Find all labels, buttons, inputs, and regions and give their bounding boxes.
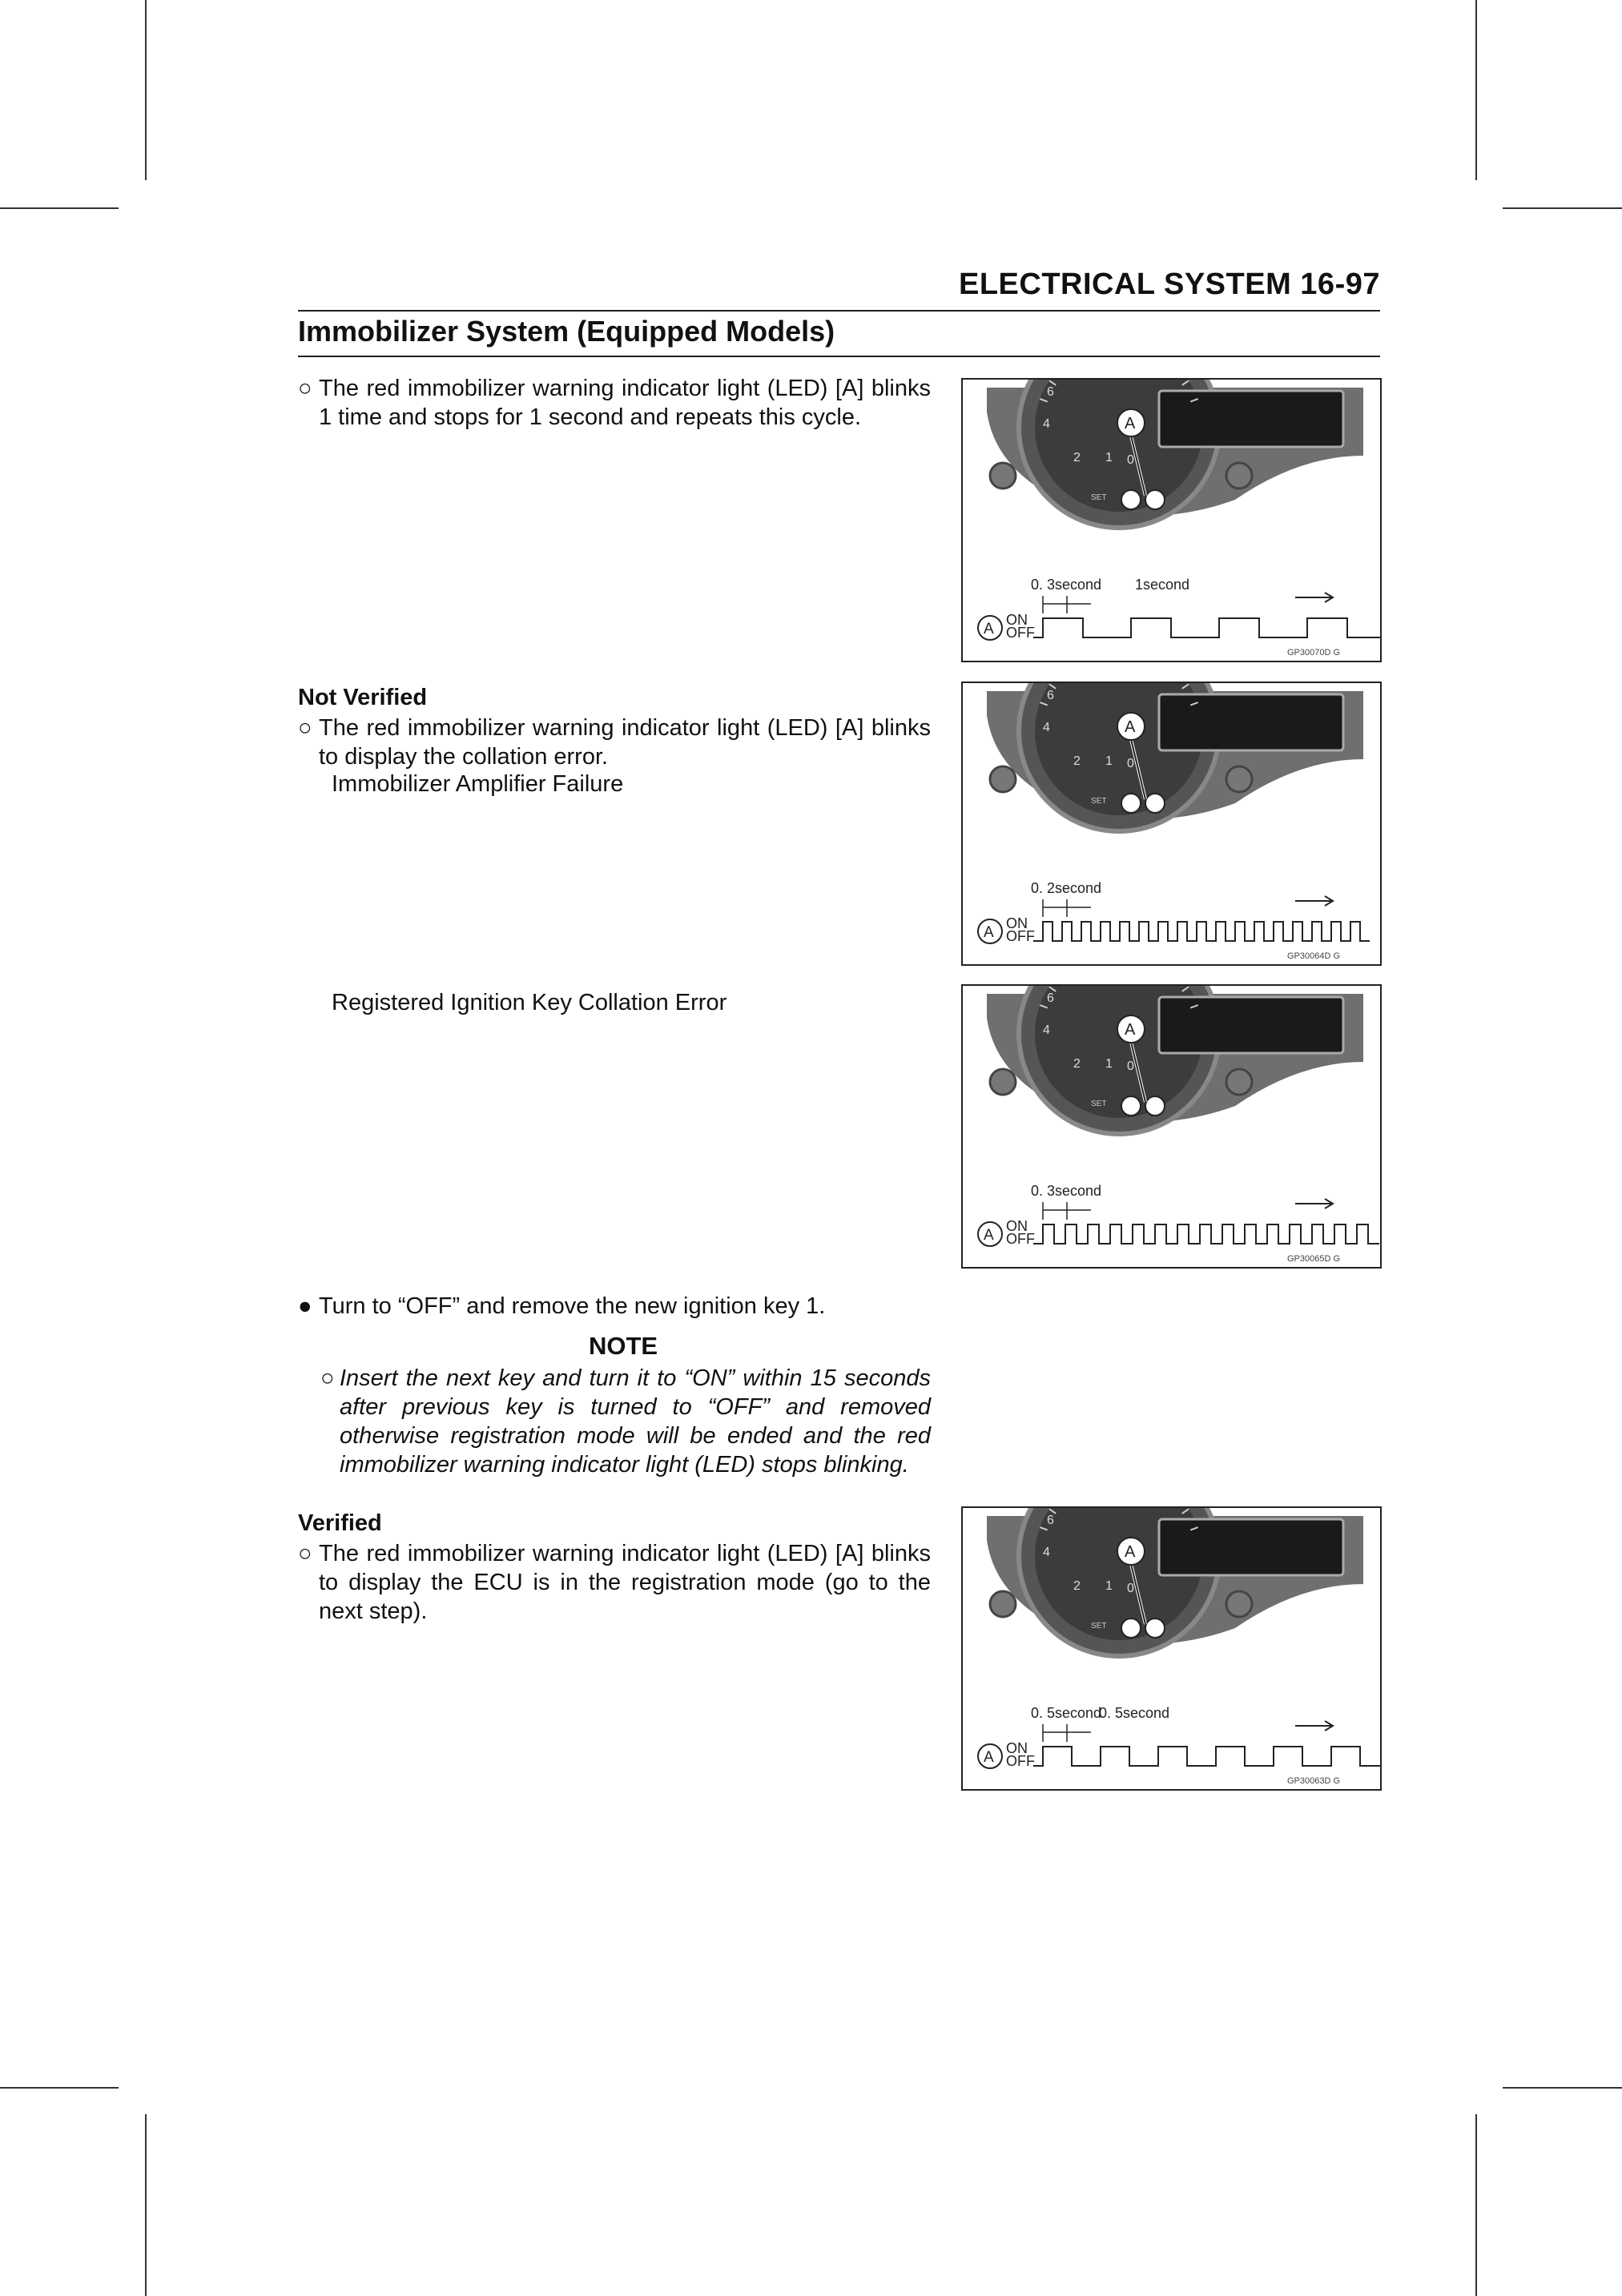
dial-digit: 6 (1047, 385, 1054, 399)
mount-lug (990, 766, 1016, 792)
on-label: ON (1006, 1218, 1028, 1234)
timing-label: 1second (1135, 577, 1190, 593)
paragraph-registration-mode (298, 1539, 931, 1626)
off-label: OFF (1006, 1753, 1035, 1769)
page-header: ELECTRICAL SYSTEM 16-97 (958, 267, 1380, 301)
crop-mark (1503, 207, 1622, 209)
set-label: SET (1091, 1100, 1107, 1108)
bullet-circle: ○ (320, 1365, 335, 1391)
immobilizer-led-icon (1121, 1096, 1141, 1116)
mount-lug (990, 1591, 1016, 1617)
dial-digit: 1 (1105, 1057, 1113, 1071)
figure-drawing (963, 380, 1380, 661)
mount-lug (1226, 1069, 1252, 1095)
verified-heading: Verified (298, 1510, 382, 1536)
figure-drawing (963, 986, 1380, 1267)
on-label: ON (1006, 612, 1028, 628)
immobilizer-led-icon (1145, 794, 1165, 813)
figure-blink-1s (961, 378, 1382, 662)
timing-label: 0. 5second (1099, 1705, 1170, 1721)
crop-mark (1503, 2087, 1622, 2089)
figure-code: GP30065D G (1287, 1254, 1341, 1264)
timing-label: 0. 2second (1031, 880, 1102, 896)
crop-mark (1475, 2114, 1477, 2296)
off-label: OFF (1006, 1231, 1035, 1247)
figure-code: GP30064D G (1287, 951, 1341, 961)
crop-mark (145, 0, 147, 180)
step-text: Turn to “OFF” and remove the new ignition key 1. (319, 1293, 826, 1319)
set-label: SET (1091, 1622, 1107, 1631)
bullet-circle: ○ (298, 1541, 312, 1566)
timing-label: 0. 3second (1031, 577, 1102, 593)
header-rule (298, 310, 1380, 312)
mount-lug (1226, 463, 1252, 489)
crop-mark (0, 2087, 119, 2089)
bullet-circle: ○ (298, 715, 312, 741)
dial-digit: 4 (1043, 1023, 1050, 1037)
mount-lug (1226, 1591, 1252, 1617)
figure-drawing (963, 683, 1380, 964)
dial-digit: 6 (1047, 1514, 1054, 1527)
off-label: OFF (1006, 625, 1035, 641)
not-verified-heading: Not Verified (298, 685, 428, 710)
immobilizer-led-icon (1121, 794, 1141, 813)
figure-drawing (963, 1508, 1380, 1789)
dial-digit: 0 (1127, 1582, 1134, 1595)
dial-digit: 1 (1105, 451, 1113, 464)
on-label: ON (1006, 1740, 1028, 1756)
paragraph-blink-cycle (298, 374, 931, 432)
lcd-display (1159, 694, 1343, 750)
paragraph-collation-error (298, 714, 931, 771)
immobilizer-led-icon (1121, 1618, 1141, 1638)
immobilizer-led-icon (1145, 490, 1165, 509)
on-label: ON (1006, 915, 1028, 931)
callout-a-label: A (1125, 1021, 1136, 1039)
callout-a-label: A (1125, 718, 1136, 736)
bullet-dot: ● (298, 1293, 312, 1319)
crop-mark (0, 207, 119, 209)
timing-label: 0. 5second (1031, 1705, 1102, 1721)
mount-lug (990, 1069, 1016, 1095)
dial-digit: 2 (1073, 1579, 1081, 1593)
immobilizer-led-icon (1145, 1096, 1165, 1116)
dial-digit: 1 (1105, 754, 1113, 768)
bullet-circle: ○ (298, 376, 312, 401)
blink-waveform (1033, 618, 1380, 637)
lcd-display (1159, 997, 1343, 1053)
figure-code: GP30070D G (1287, 648, 1341, 657)
note-title: NOTE (589, 1332, 658, 1360)
note-text: Insert the next key and turn it to “ON” within 15 seconds after previous key is turned to “OFF” and removed otherwise registration mode will be ended and the red immobilizer warning indicator light (LED) stops blinking. (340, 1365, 931, 1478)
immobilizer-led-icon (1145, 1618, 1165, 1638)
dial-digit: 2 (1073, 451, 1081, 464)
blink-waveform (1033, 922, 1370, 941)
legend-a-label: A (984, 924, 994, 941)
dial-digit: 4 (1043, 417, 1050, 431)
section-title: Immobilizer System (Equipped Models) (298, 315, 835, 348)
figure-key-collation-error (961, 984, 1382, 1269)
dial-digit: 6 (1047, 689, 1054, 702)
callout-a-label: A (1125, 1543, 1136, 1561)
timing-label: 0. 3second (1031, 1183, 1102, 1199)
dial-digit: 0 (1127, 1060, 1134, 1073)
callout-a-label: A (1125, 415, 1136, 432)
mount-lug (990, 463, 1016, 489)
figure-amplifier-failure (961, 682, 1382, 966)
paragraph-text: The red immobilizer warning indicator light (LED) [A] blinks 1 time and stops for 1 second and repeats this cycle. (319, 376, 931, 430)
dial-digit: 6 (1047, 991, 1054, 1005)
step-turn-off (298, 1292, 931, 1321)
paragraph-text: The red immobilizer warning indicator light (LED) [A] blinks to display the collation error. (319, 715, 931, 770)
section-rule (298, 356, 1380, 357)
lcd-display (1159, 1519, 1343, 1575)
legend-a-label: A (984, 1227, 994, 1244)
subheading-amplifier-failure: Immobilizer Amplifier Failure (332, 771, 624, 797)
crop-mark (1475, 0, 1477, 180)
dial-digit: 4 (1043, 1546, 1050, 1559)
immobilizer-led-icon (1121, 490, 1141, 509)
blink-waveform (1033, 1747, 1380, 1766)
dial-digit: 1 (1105, 1579, 1113, 1593)
dial-digit: 0 (1127, 453, 1134, 467)
dial-digit: 2 (1073, 1057, 1081, 1071)
dial-digit: 4 (1043, 721, 1050, 734)
subheading-key-collation-error: Registered Ignition Key Collation Error (332, 990, 727, 1015)
note-paragraph (320, 1364, 931, 1479)
set-label: SET (1091, 797, 1107, 806)
off-label: OFF (1006, 928, 1035, 944)
mount-lug (1226, 766, 1252, 792)
legend-a-label: A (984, 1749, 994, 1766)
figure-code: GP30063D G (1287, 1776, 1341, 1786)
dial-digit: 2 (1073, 754, 1081, 768)
figure-registration-mode (961, 1506, 1382, 1791)
lcd-display (1159, 391, 1343, 447)
set-label: SET (1091, 493, 1107, 502)
blink-waveform (1033, 1224, 1379, 1244)
dial-digit: 0 (1127, 757, 1134, 770)
legend-a-label: A (984, 621, 994, 637)
crop-mark (145, 2114, 147, 2296)
paragraph-text: The red immobilizer warning indicator light (LED) [A] blinks to display the ECU is in the registration mode (go to the next step). (319, 1541, 931, 1624)
